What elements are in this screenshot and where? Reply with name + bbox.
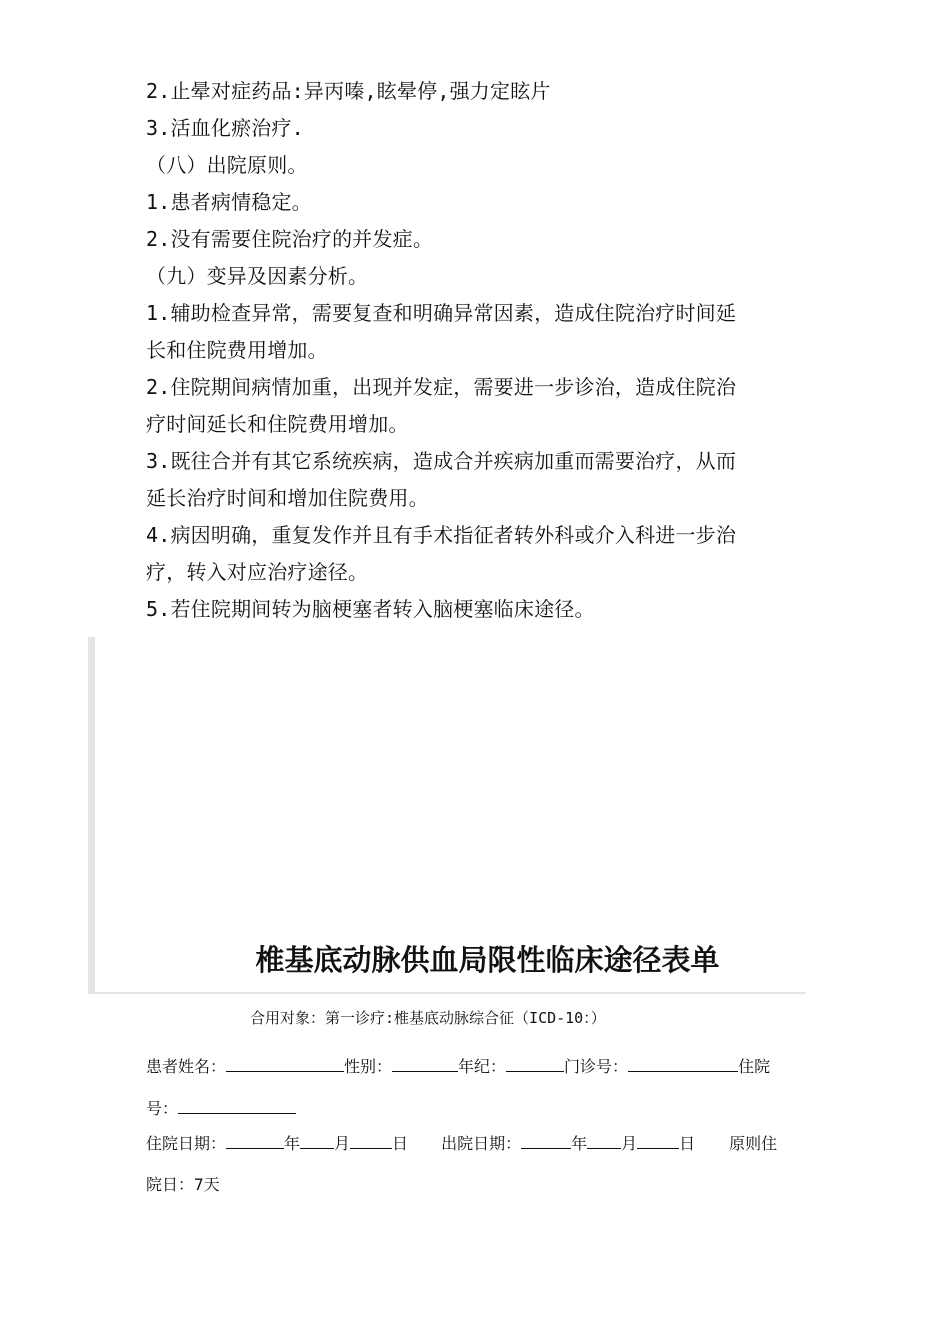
text-line-drugs: 2.止晕对症药品:异丙嗪,眩晕停,强力定眩片 bbox=[146, 79, 551, 103]
inpatient-no-label: 住院 bbox=[738, 1057, 771, 1076]
form-title: 椎基底动脉供血局限性临床途径表单 bbox=[255, 943, 720, 977]
admit-year-unit: 年 bbox=[284, 1134, 301, 1153]
discharge-year-unit: 年 bbox=[571, 1134, 588, 1153]
section-heading-variation: （九）变异及因素分析。 bbox=[146, 264, 369, 288]
discharge-year-field[interactable] bbox=[521, 1132, 571, 1149]
text-line-variation-2b: 疗时间延长和住院费用增加。 bbox=[146, 412, 409, 436]
title-divider bbox=[88, 992, 806, 994]
clinic-no-label: 门诊号： bbox=[564, 1057, 629, 1076]
patient-name-label: 患者姓名： bbox=[146, 1057, 227, 1076]
admit-day-field[interactable] bbox=[350, 1132, 392, 1149]
text-line-discharge-1: 1.患者病情稳定。 bbox=[146, 190, 312, 214]
text-line-variation-2a: 2.住院期间病情加重，出现并发症，需要进一步诊治，造成住院治 bbox=[146, 375, 737, 399]
section-heading-discharge: （八）出院原则。 bbox=[146, 153, 308, 177]
standard-stay-row bbox=[146, 1174, 220, 1196]
discharge-date-label: 出院日期： bbox=[441, 1134, 522, 1153]
patient-name-field[interactable] bbox=[226, 1055, 344, 1072]
admit-date-label: 住院日期： bbox=[146, 1134, 227, 1153]
standard-stay-value: 院日：7天 bbox=[146, 1175, 220, 1194]
text-line-variation-5: 5.若住院期间转为脑梗塞者转入脑梗塞临床途径。 bbox=[146, 597, 595, 621]
admit-day-unit: 日 bbox=[392, 1134, 409, 1153]
form-subtitle: 合用对象：第一诊疗:椎基底动脉综合征（ICD-10：） bbox=[250, 1009, 606, 1027]
inpatient-no-label-cont: 号： bbox=[146, 1099, 179, 1118]
patient-info-row bbox=[146, 1055, 770, 1078]
discharge-day-field[interactable] bbox=[637, 1132, 679, 1149]
sex-field[interactable] bbox=[392, 1055, 458, 1072]
text-line-variation-1b: 长和住院费用增加。 bbox=[146, 338, 328, 362]
inpatient-no-field[interactable] bbox=[178, 1097, 296, 1114]
age-label: 年纪： bbox=[458, 1057, 507, 1076]
dates-row bbox=[146, 1132, 777, 1155]
admit-month-unit: 月 bbox=[334, 1134, 351, 1153]
sex-label: 性别： bbox=[344, 1057, 393, 1076]
age-field[interactable] bbox=[506, 1055, 564, 1072]
text-line-variation-3a: 3.既往合并有其它系统疾病，造成合并疾病加重而需要治疗，从而 bbox=[146, 449, 737, 473]
admit-year-field[interactable] bbox=[226, 1132, 284, 1149]
discharge-month-unit: 月 bbox=[621, 1134, 638, 1153]
clinic-no-field[interactable] bbox=[628, 1055, 738, 1072]
discharge-month-field[interactable] bbox=[587, 1132, 621, 1149]
text-line-variation-4a: 4.病因明确，重复发作并且有手术指征者转外科或介入科进一步治 bbox=[146, 523, 737, 547]
discharge-day-unit: 日 bbox=[679, 1134, 696, 1153]
text-line-activation: 3.活血化瘀治疗. bbox=[146, 116, 304, 140]
text-line-discharge-2: 2.没有需要住院治疗的并发症。 bbox=[146, 227, 434, 251]
text-line-variation-4b: 疗，转入对应治疗途径。 bbox=[146, 560, 369, 584]
standard-stay-label: 原则住 bbox=[729, 1134, 778, 1153]
text-line-variation-3b: 延长治疗时间和增加住院费用。 bbox=[146, 486, 429, 510]
text-line-variation-1a: 1.辅助检查异常，需要复查和明确异常因素，造成住院治疗时间延 bbox=[146, 301, 737, 325]
admit-month-field[interactable] bbox=[300, 1132, 334, 1149]
inpatient-no-row bbox=[146, 1097, 296, 1120]
